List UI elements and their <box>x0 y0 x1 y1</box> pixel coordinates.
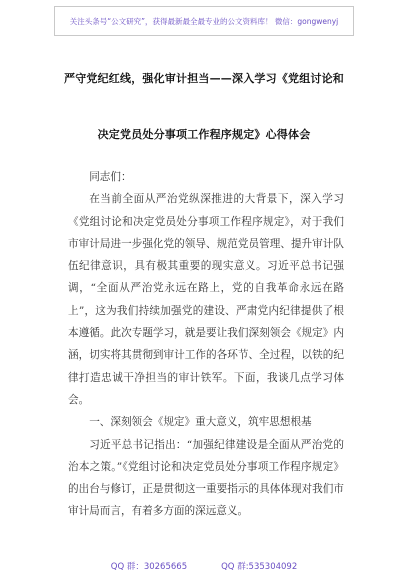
section-heading-1: 一、深刻领会《规定》重大意义，筑牢思想根基 <box>89 416 312 429</box>
footer-qq-group-1: QQ 群：30265665 <box>110 562 188 572</box>
document-body <box>68 166 344 523</box>
document-title-line-1: 严守党纪红线，强化审计担当——深入学习《党组讨论和 <box>64 72 344 85</box>
promo-banner-text: 关注头条号“公文研究”，获得最新最全最专业的公文资料库！ 微信：gongwenyj <box>69 16 339 26</box>
footer-qq-group-2: QQ 群:535304092 <box>221 562 298 572</box>
promo-banner <box>54 6 354 36</box>
document-title-line-2: 决定党员处分事项工作程序规定》心得体会 <box>97 128 311 141</box>
footer <box>0 560 408 572</box>
salutation: 同志们： <box>89 171 132 183</box>
paragraph-intro: 在当前全面从严治党纵深推进的大背景下，深入学习《党组讨论和决定党员处分事项工作程序规定》，对于我们市审计局进一步强化党的领导、规范党员管理、提升审计队伍纪律意识，具有极其重要的现实意义。习近平总书记强调，“全面从严治党永远在路上，党的自我革命永远在路上”，这为我们持续加强党的建设、严肃党内纪律提供了根本遵循。此次专题学习，就是要让我们深刻领会《规定》内涵，切实将其贯彻到审计工作的各环节、全过程，以铁的纪律打造忠诚干净担当的审计铁军。下面，我谈几点学习体会。 <box>68 193 344 406</box>
paragraph-section-1: 习近平总书记指出：“加强纪律建设是全面从严治党的治本之策。”《党组讨论和决定党员处分事项工作程序规定》的出台与修订，正是贯彻这一重要指示的具体体现对我们市审计局而言，有着多方面的深远意义。 <box>68 438 344 518</box>
